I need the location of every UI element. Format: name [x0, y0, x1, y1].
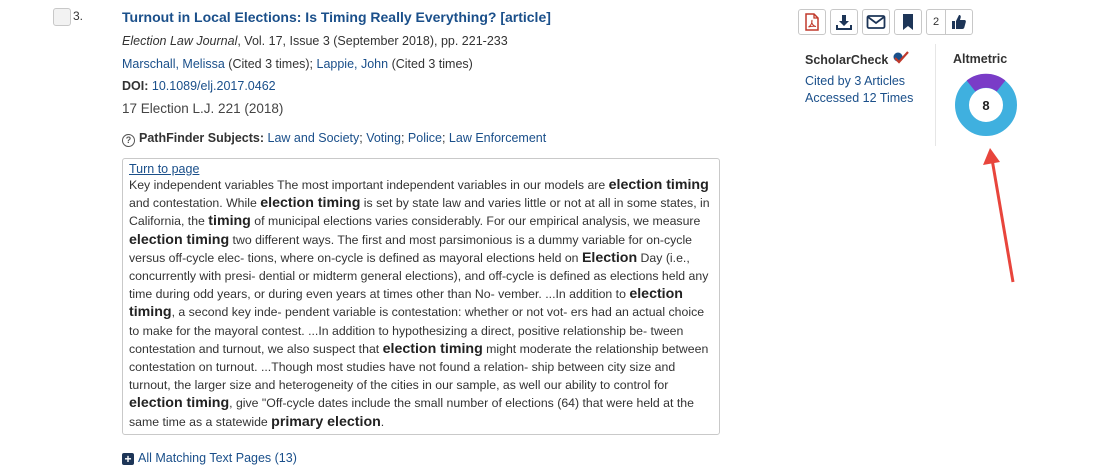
result-toolbar: [798, 9, 973, 35]
journal-name: Election Law Journal: [122, 34, 238, 48]
like-button[interactable]: [946, 10, 972, 34]
email-icon: [866, 14, 886, 30]
question-circle-icon[interactable]: ?: [122, 134, 135, 147]
bookmark-button[interactable]: [894, 9, 922, 35]
journal-line: [122, 34, 508, 48]
select-checkbox[interactable]: [53, 8, 71, 26]
altmetric-title: Altmetric: [953, 52, 1008, 66]
email-button[interactable]: [862, 9, 890, 35]
like-count: 2: [927, 10, 946, 34]
highlighted-term: election timing: [129, 395, 230, 412]
author-link-lappie[interactable]: Lappie, John: [316, 57, 389, 71]
doi-link[interactable]: 10.1089/elj.2017.0462: [151, 79, 276, 93]
pathfinder-line: ? PathFinder Subjects: Law and Society; Voting; Police; Law Enforcement: [122, 131, 546, 147]
all-matching-pages-link[interactable]: [122, 451, 297, 465]
highlighted-term: election timing: [129, 286, 683, 321]
journal-details: , Vol. 17, Issue 3 (September 2018), pp. 221-233: [237, 34, 508, 48]
turn-to-page-link[interactable]: Turn to page: [129, 162, 200, 176]
annotation-arrow: [980, 145, 1020, 285]
citation: 17 Election L.J. 221 (2018): [122, 101, 284, 116]
altmetric-badge[interactable]: [953, 72, 1019, 138]
accessed-count: Accessed 12 Times: [805, 91, 914, 105]
all-matching-label: All Matching Text Pages (13): [138, 451, 297, 465]
subject-link[interactable]: Law and Society: [267, 131, 360, 145]
cited-by-link[interactable]: Cited by 3 Articles: [805, 74, 906, 88]
pdf-button[interactable]: [798, 9, 826, 35]
author-link-marschall[interactable]: Marschall, Melissa: [122, 57, 225, 71]
doi-label: DOI:: [122, 79, 149, 93]
snippet-text: Key independent variables The most important independent variables in our models are election timing and contestation. While election timing is set by state law and varies little or not at all in some states, in California, the timing of municipal elections varies considerably. For our empirical analysis, we measure election timing two different ways. The first and most parsimonious is a dummy variable for on-cycle versus off-cycle elec- tions, where on-cycle is defined as mayoral elections held on Election Day (i.e., concurrently with presi- dential or midterm general elections), and off-cycle is defined as elections held any time during odd years, or during even years at times other than No- vember. ...In addition to election timing, a second key inde- pendent variable is contestation: whether or not vot- ers had an actual choice to make for the mayoral contest. ...In addition to hypothesizing a direct, positive relationship be- tween contestation and turnout, we also suspect that election timing might moderate the relationship between contestation on turnout. ...Though most studies have not found a relation- ship between city size and turnout, the larger size and heterogeneity of the cities in our sample, as well our ability to control for election timing, give "Off-cycle dates include the small number of elections (64) that were held at the same time as a statewide primary election.: [129, 177, 710, 430]
highlighted-term: timing: [208, 213, 251, 230]
pdf-icon: [804, 13, 820, 31]
highlighted-term: primary election: [271, 413, 381, 430]
highlighted-term: Election: [581, 249, 638, 266]
divider: [935, 44, 936, 146]
download-icon: [835, 13, 853, 31]
scholarcheck-label: ScholarCheck: [805, 53, 889, 67]
subject-link[interactable]: Voting: [366, 131, 401, 145]
author-cited-count: (Cited 3 times): [388, 57, 473, 71]
highlighted-term: election timing: [382, 340, 483, 357]
scholarcheck-title: [805, 51, 910, 67]
highlighted-term: election timing: [608, 177, 709, 193]
altmetric-donut-icon: [953, 72, 1019, 138]
bookmark-icon: [901, 13, 915, 31]
thumbs-up-icon: [951, 14, 967, 30]
checkmark-icon: [892, 51, 910, 65]
like-control: [926, 9, 973, 35]
matching-text-snippet: [122, 158, 720, 435]
authors-line: [122, 57, 473, 71]
plus-square-icon: +: [122, 453, 134, 465]
altmetric-score: 8: [982, 98, 990, 113]
download-button[interactable]: [830, 9, 858, 35]
author-cited-count: (Cited 3 times);: [224, 57, 317, 71]
article-title-link[interactable]: Turnout in Local Elections: Is Timing Really Everything? [article]: [122, 9, 551, 25]
doi-line: [122, 79, 276, 93]
subject-link[interactable]: Law Enforcement: [448, 131, 547, 145]
result-number: 3.: [73, 9, 84, 23]
pathfinder-label: PathFinder Subjects:: [139, 131, 265, 145]
highlighted-term: election timing: [260, 195, 361, 212]
highlighted-term: election timing: [129, 231, 230, 248]
subject-link[interactable]: Police: [407, 131, 442, 145]
